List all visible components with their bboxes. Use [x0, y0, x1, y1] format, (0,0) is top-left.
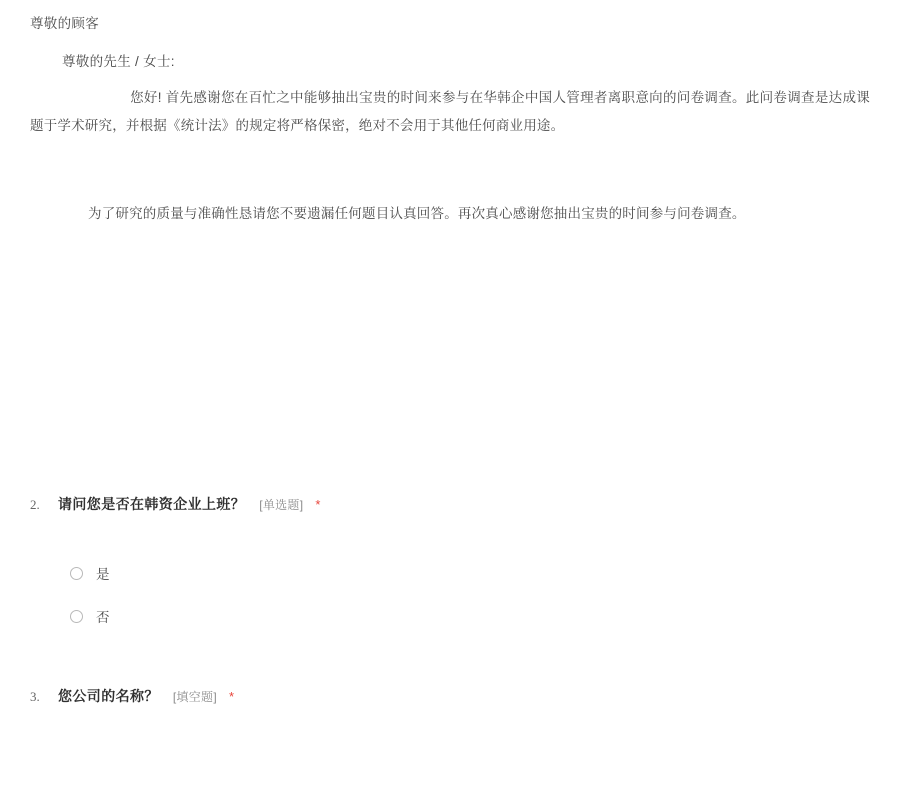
question-2 — [0, 494, 900, 631]
question-2-number: 2. — [30, 497, 40, 512]
question-3-header — [30, 686, 870, 706]
radio-icon[interactable] — [70, 610, 83, 623]
question-2-title: 请问您是否在韩资企业上班？ — [58, 496, 246, 512]
question-2-required-mark: * — [315, 497, 321, 512]
question-3-type: [填空题] — [172, 690, 217, 704]
intro-spacer-upper — [30, 140, 870, 202]
question-2-type: [单选题] — [259, 498, 304, 512]
intro-section — [0, 0, 900, 226]
option-no-label: 否 — [96, 610, 110, 625]
question-2-header — [30, 494, 870, 514]
option-yes[interactable] — [70, 558, 870, 588]
question-3-required-mark: * — [228, 689, 235, 704]
radio-icon[interactable] — [70, 567, 83, 580]
question-2-options — [30, 558, 870, 631]
intro-note: 为了研究的质量与准确性恳请您不要遗漏任何题目认真回答。再次真心感谢您抽出宝贵的时间参与问卷调查。 — [88, 206, 746, 221]
intro-title: 尊敬的顾客 — [30, 16, 99, 31]
option-no[interactable] — [70, 601, 870, 631]
question-3-number: 3. — [30, 689, 40, 704]
question-gap — [0, 644, 900, 686]
question-3-title: 您公司的名称？ — [58, 688, 159, 704]
question-3 — [0, 686, 900, 706]
option-yes-label: 是 — [96, 567, 110, 582]
intro-body-text: 您好! 首先感谢您在百忙之中能够抽出宝贵的时间来参与在华韩企中国人管理者离职意向的问卷调查。此问卷调查是达成课题于学术研究，并根据《统计法》的规定将严格保密，绝对不会用于其他任何商业用途。 — [30, 90, 870, 133]
intro-salutation: 尊敬的先生 / 女士: — [62, 54, 175, 69]
intro-body — [30, 84, 870, 140]
content-spacer — [0, 226, 900, 494]
